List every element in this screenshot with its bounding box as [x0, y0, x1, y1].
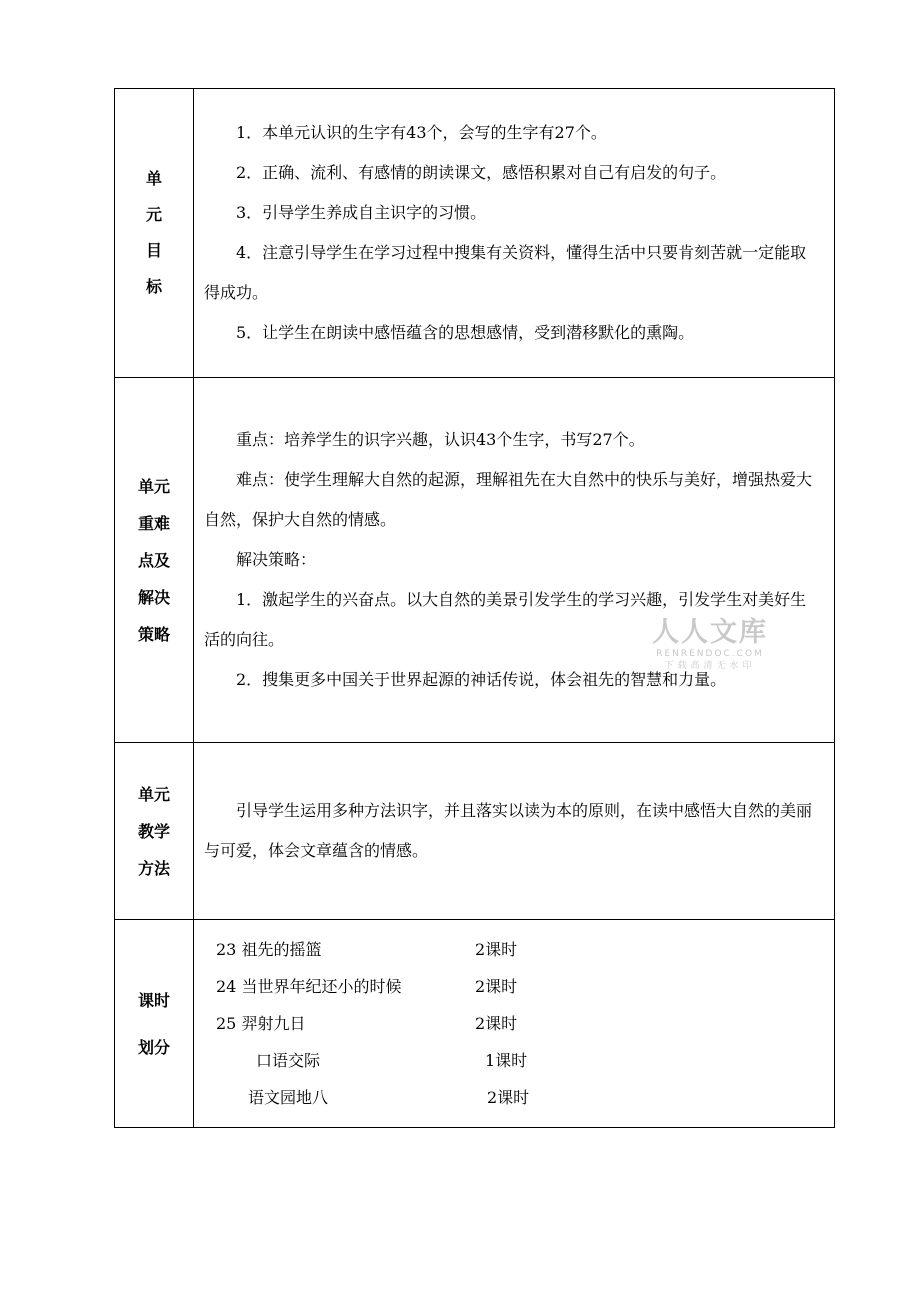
schedule-item	[204, 1042, 822, 1079]
key-points-label: 单元 重难 点及 解决 策略	[115, 378, 194, 743]
unit-goals-label: 单 元 目 标	[115, 89, 194, 378]
teaching-methods-text: 引导学生运用多种方法识字，并且落实以读为本的原则，在读中感悟大自然的美丽与可爱，体会文章蕴含的情感。	[204, 801, 813, 860]
schedule-lesson-title: 25 羿射九日	[216, 1014, 306, 1033]
goal-item: 4．注意引导学生在学习过程中搜集有关资料，懂得生活中只要肯刻苦就一定能取得成功。	[204, 243, 807, 302]
goal-item: 2．正确、流利、有感情的朗读课文，感悟积累对自己有启发的句子。	[236, 163, 727, 182]
schedule-lesson-title: 口语交际	[256, 1051, 321, 1070]
lesson-schedule-content	[194, 920, 835, 1128]
schedule-lesson-title: 24 当世界年纪还小的时候	[216, 977, 402, 996]
goal-item: 3．引导学生养成自主识字的习惯。	[236, 203, 487, 222]
lesson-schedule-label: 课时 划分	[115, 920, 194, 1128]
lesson-schedule-row	[115, 920, 835, 1128]
teaching-methods-label: 单元 教学 方法	[115, 743, 194, 920]
schedule-item	[204, 1079, 822, 1116]
key-point-item: 难点：使学生理解大自然的起源，理解祖先在大自然中的快乐与美好，增强热爱大自然，保护大自然的情感。	[204, 470, 813, 529]
goal-item: 5．让学生在朗读中感悟蕴含的思想感情，受到潜移默化的熏陶。	[236, 323, 695, 342]
unit-goals-row	[115, 89, 835, 378]
unit-plan-table	[114, 88, 835, 1128]
unit-goals-content	[194, 89, 835, 378]
schedule-lesson-title: 23 祖先的摇篮	[216, 940, 322, 959]
schedule-lesson-hours: 1课时	[485, 1051, 528, 1070]
watermark-logo-text: 人人文库	[652, 617, 768, 648]
key-point-item: 解决策略：	[236, 550, 317, 569]
teaching-methods-row	[115, 743, 835, 920]
watermark-tagline: 下载高清无水印	[664, 661, 756, 671]
watermark-site: RENRENDOC.COM	[656, 649, 764, 659]
key-points-row	[115, 378, 835, 743]
schedule-item	[204, 931, 822, 968]
schedule-lesson-hours: 2课时	[475, 940, 518, 959]
schedule-lesson-hours: 2课时	[475, 1014, 518, 1033]
key-point-item: 2．搜集更多中国关于世界起源的神话传说，体会祖先的智慧和力量。	[236, 670, 727, 689]
goal-item: 1．本单元认识的生字有43个，会写的生字有27个。	[236, 123, 607, 142]
schedule-item	[204, 1005, 822, 1042]
schedule-lesson-hours: 2课时	[475, 977, 518, 996]
schedule-lesson-hours: 2课时	[487, 1088, 530, 1107]
schedule-lesson-title: 语文园地八	[248, 1088, 329, 1107]
key-point-item: 重点：培养学生的识字兴趣，认识43个生字，书写27个。	[236, 430, 645, 449]
schedule-list	[204, 931, 822, 1116]
schedule-item	[204, 968, 822, 1005]
teaching-methods-content	[194, 743, 835, 920]
key-point-item: 1．激起学生的兴奋点。以大自然的美景引发学生的学习兴趣，引发学生对美好生活的向往。	[204, 590, 807, 649]
key-points-content	[194, 378, 835, 743]
